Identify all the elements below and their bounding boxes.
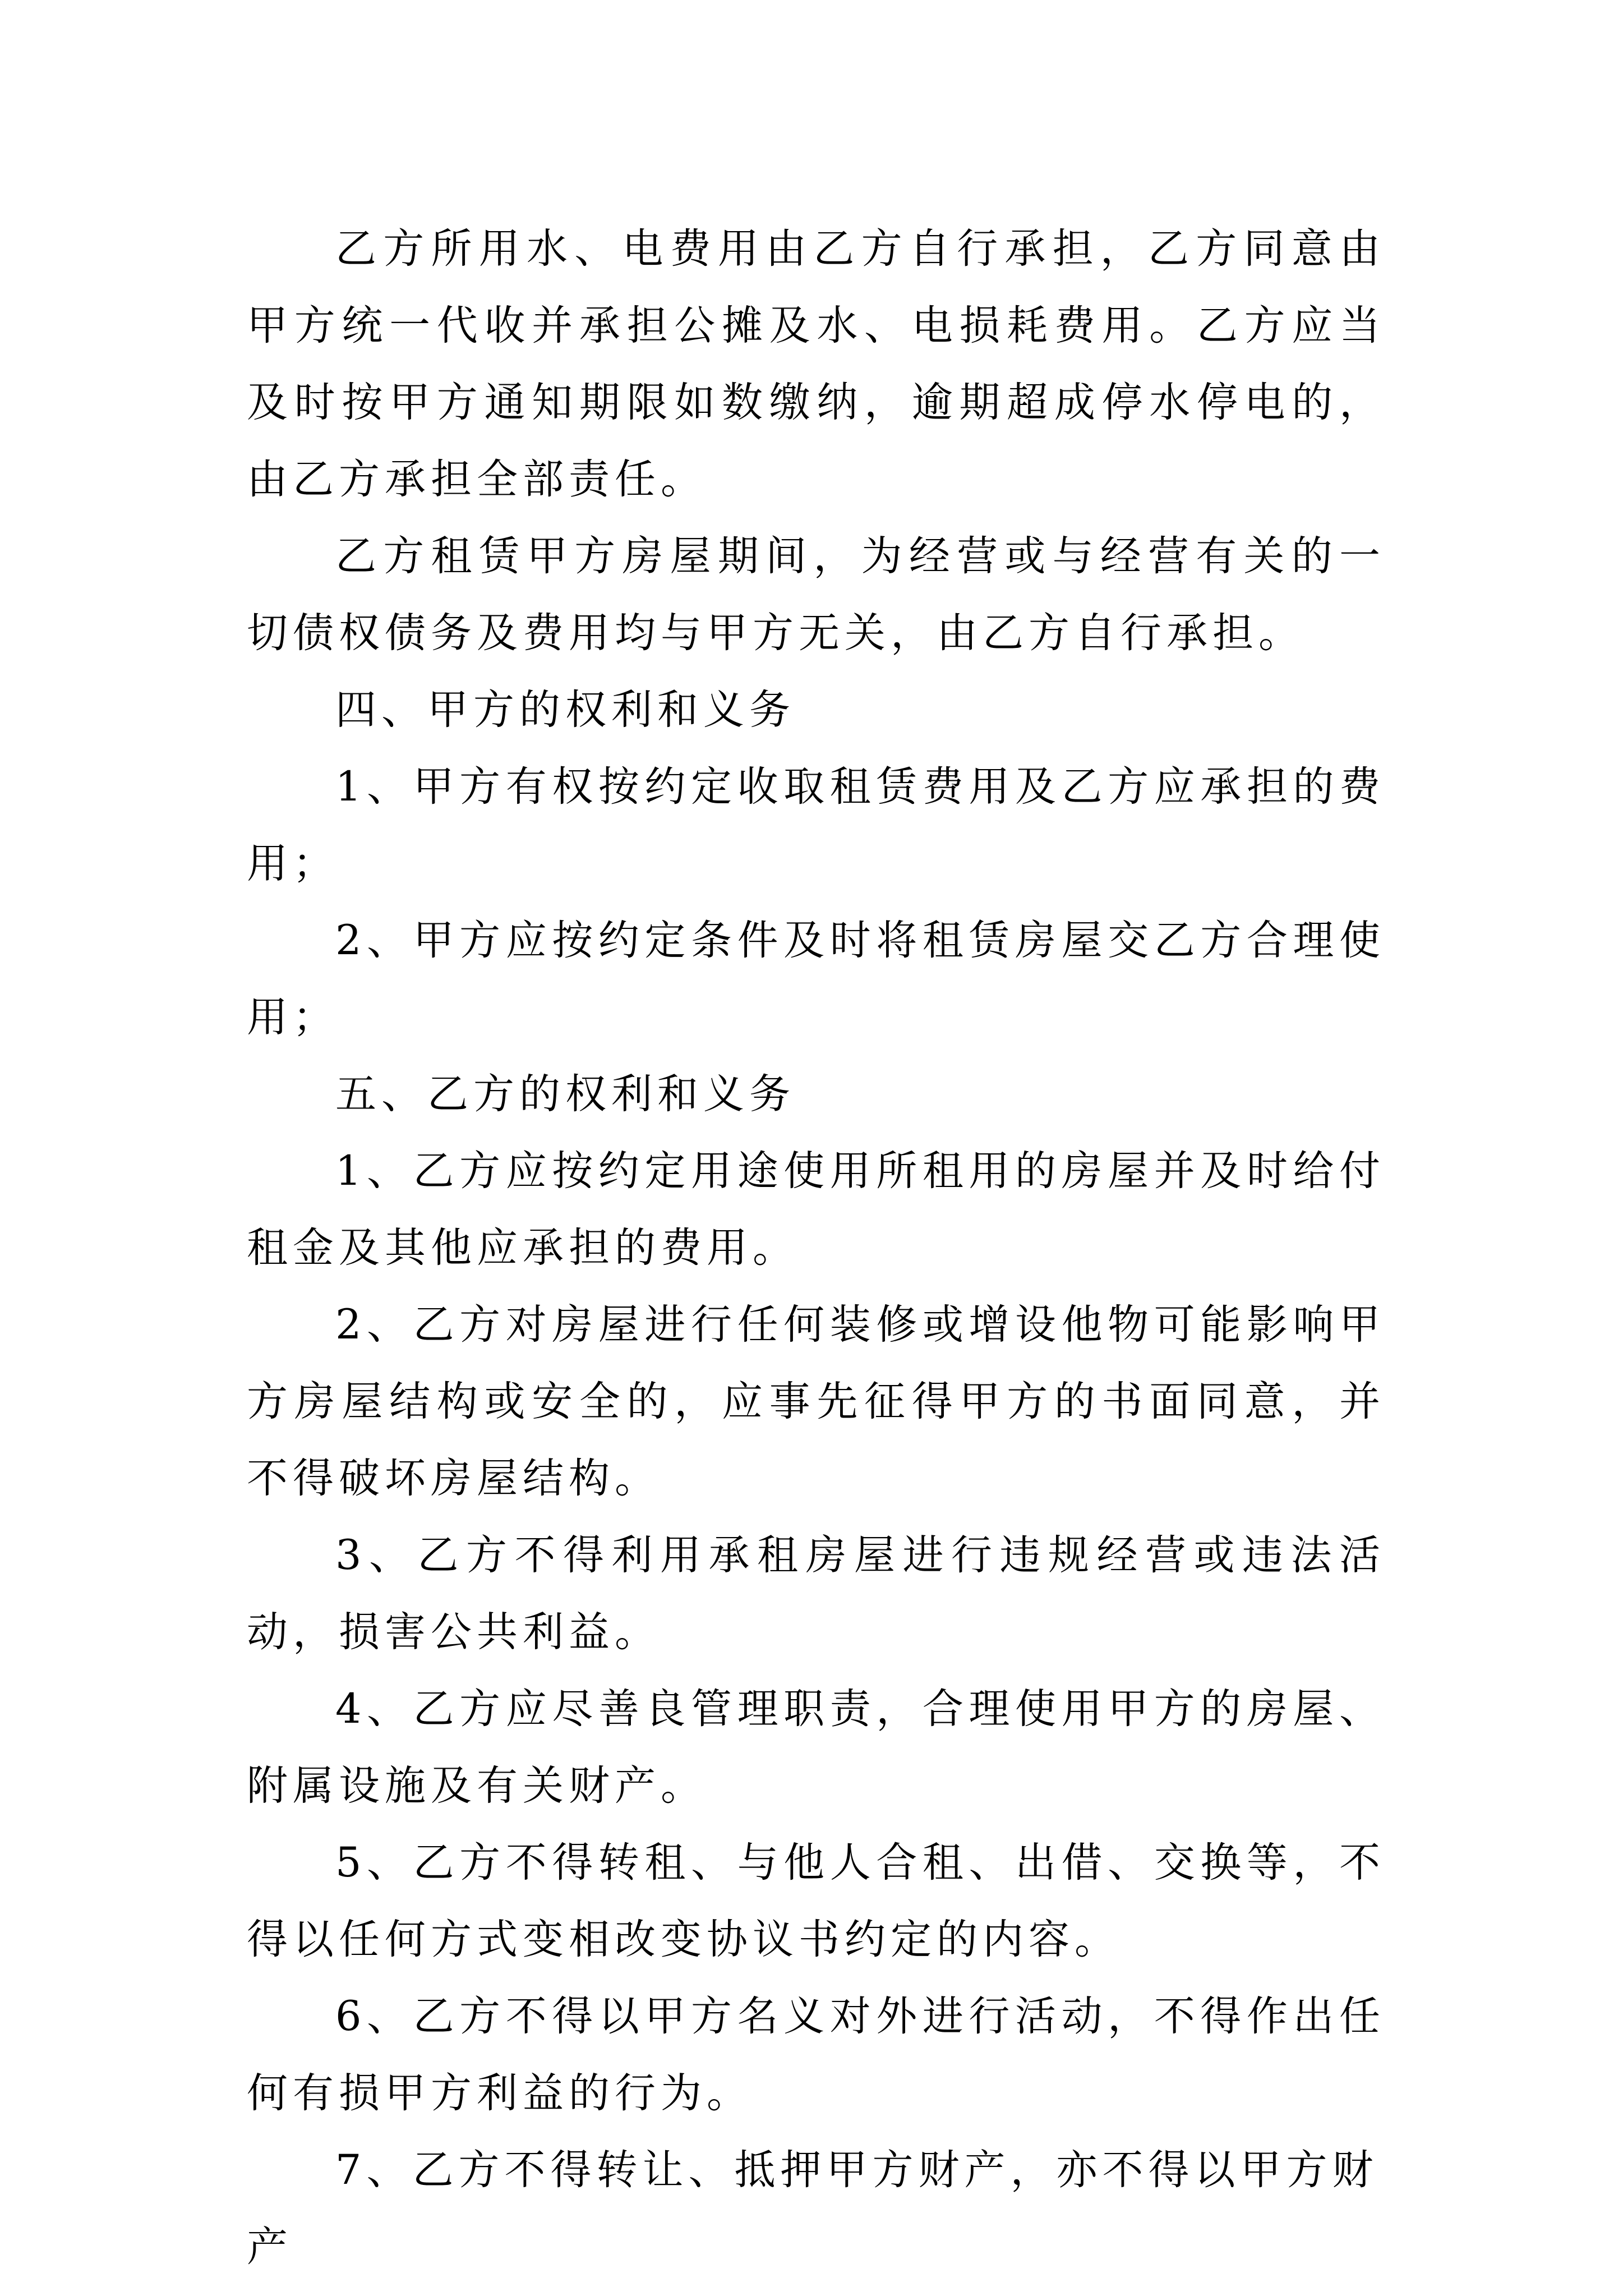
party-b-clause-5: 5、乙方不得转租、与他人合租、出借、交换等，不得以任何方式变相改变协议书约定的内容。 <box>247 1839 1385 1963</box>
party-b-clause-4: 4、乙方应尽善良管理职责，合理使用甲方的房屋、附属设施及有关财产。 <box>247 1685 1385 1810</box>
party-a-clause-2: 2、甲方应按约定条件及时将租赁房屋交乙方合理使用； <box>247 917 1385 1041</box>
document-body <box>247 210 1385 2285</box>
paragraph-utilities-fees: 乙方所用水、电费用由乙方自行承担，乙方同意由甲方统一代收并承担公摊及水、电损耗费用。乙方应当及时按甲方通知期限如数缴纳，逾期超成停水停电的，由乙方承担全部责任。 <box>247 225 1385 503</box>
party-b-clause-7: 7、乙方不得转让、抵押甲方财产，亦不得以甲方财产 <box>247 2146 1378 2271</box>
paragraph-debts-expenses: 乙方租赁甲方房屋期间，为经营或与经营有关的一切债权债务及费用均与甲方无关，由乙方自行承担。 <box>247 532 1385 657</box>
party-b-clause-2: 2、乙方对房屋进行任何装修或增设他物可能影响甲方房屋结构或安全的，应事先征得甲方的书面同意，并不得破坏房屋结构。 <box>247 1301 1385 1502</box>
party-b-clause-6: 6、乙方不得以甲方名义对外进行活动，不得作出任何有损甲方利益的行为。 <box>247 1993 1385 2117</box>
section-heading-party-b-rights: 五、乙方的权利和义务 <box>335 1070 795 1118</box>
party-b-clause-1: 1、乙方应按约定用途使用所租用的房屋并及时给付租金及其他应承担的费用。 <box>247 1147 1385 1272</box>
section-heading-party-a-rights: 四、甲方的权利和义务 <box>335 686 795 734</box>
party-a-clause-1: 1、甲方有权按约定收取租赁费用及乙方应承担的费用； <box>247 763 1385 887</box>
party-b-clause-3: 3、乙方不得利用承租房屋进行违规经营或违法活动，损害公共利益。 <box>247 1531 1385 1656</box>
